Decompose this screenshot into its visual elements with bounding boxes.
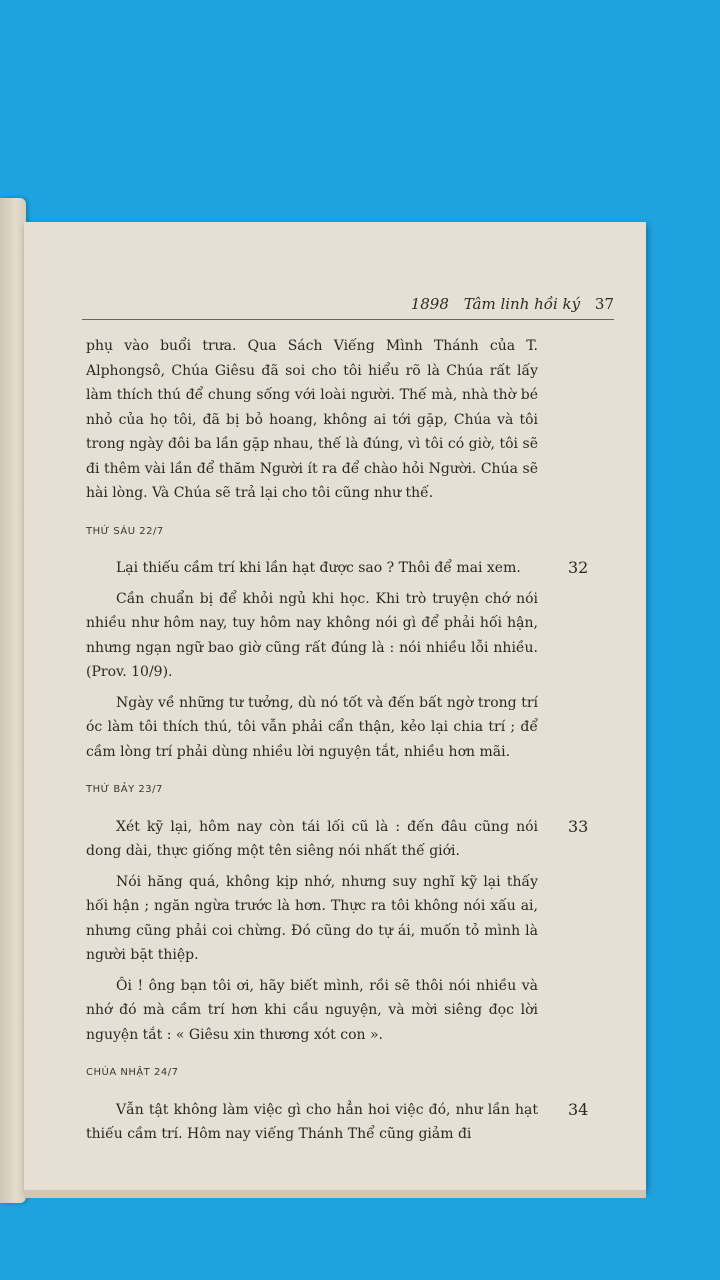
day-heading-saturday: THỨ BẢY 23/7 (86, 784, 163, 795)
paragraph: Lại thiếu cầm trí khi lần hạt được sao ? Thôi để mai xem. (116, 560, 521, 576)
facing-page-edge (0, 198, 26, 1203)
entry-33 (86, 815, 589, 1048)
header-year: 1898 (410, 295, 449, 313)
page-body (86, 334, 589, 1153)
page-number: 37 (594, 295, 614, 313)
running-header (82, 295, 614, 320)
entry-number: 33 (568, 816, 589, 836)
day-heading-sunday: CHÚA NHẬT 24/7 (86, 1067, 179, 1078)
paragraph: Cần chuẩn bị để khỏi ngủ khi học. Khi trò truyện chớ nói nhiều như hôm nay, tuy hôm nay không nói gì để phải hối hận, nhưng ngạn ngữ bao giờ cũng rất đúng là : nói nhiều lỗi nhiều. (Prov. 10/9). (86, 590, 538, 680)
entry-32 (86, 556, 589, 764)
paragraph: Vẫn tật không làm việc gì cho hẳn hoi việc đó, như lần hạt thiếu cầm trí. Hôm nay viếng Thánh Thể cũng giảm đi (86, 1101, 538, 1142)
day-heading-friday: THỨ SÁU 22/7 (86, 525, 164, 537)
paragraph: Ôi ! ông bạn tôi ơi, hãy biết mình, rồi sẽ thôi nói nhiều và nhớ đó mà cầm trí hơn khi cầu nguyện, và mời siêng đọc lời nguyện tắt : « Giêsu xin thương xót con ». (86, 977, 538, 1043)
entry-number: 32 (568, 558, 589, 577)
paragraph: Xét kỹ lại, hôm nay còn tái lối cũ là : đến đâu cũng nói dong dài, thực giống một tên siêng nói nhất thế giới. (86, 818, 538, 859)
paragraph: Nói hăng quá, không kịp nhớ, nhưng suy nghĩ kỹ lại thấy hối hận ; ngăn ngừa trước là hơn. Thực ra tôi không nói xấu ai, nhưng cũng phải coi chừng. Đó cũng do tự ái, muốn tỏ mình là người bặt thiệp. (86, 873, 538, 963)
book-page (24, 222, 646, 1190)
header-title: Tâm linh hồi ký (463, 295, 581, 313)
entry-34 (86, 1098, 589, 1147)
paragraph: Ngày về những tư tưởng, dù nó tốt và đến bất ngờ trong trí óc làm tôi thích thú, tôi vẫn phải cẩn thận, kẻo lại chia trí ; để cầm lòng trí phải dùng nhiều lời nguyện tắt, nhiều hơn mãi. (86, 694, 538, 760)
intro-paragraph: phụ vào buổi trưa. Qua Sách Viếng Mình Thánh của T. Alphongsô, Chúa Giêsu đã soi cho tôi hiểu rõ là Chúa rất lấy làm thích thú để chung sống với loài người. Thế mà, nhà thờ bé nhỏ của họ tôi, đã bị bỏ hoang, không ai tới gặp, Chúa và tôi trong ngày đôi ba lần gặp nhau, thế là đúng, vì tôi có giờ, tôi sẽ đi thêm vài lần để thăm Người ít ra để chào hỏi Người. Chúa sẽ hài lòng. Và Chúa sẽ trả lại cho tôi cũng như thế. (86, 338, 538, 501)
entry-number: 34 (568, 1099, 589, 1119)
